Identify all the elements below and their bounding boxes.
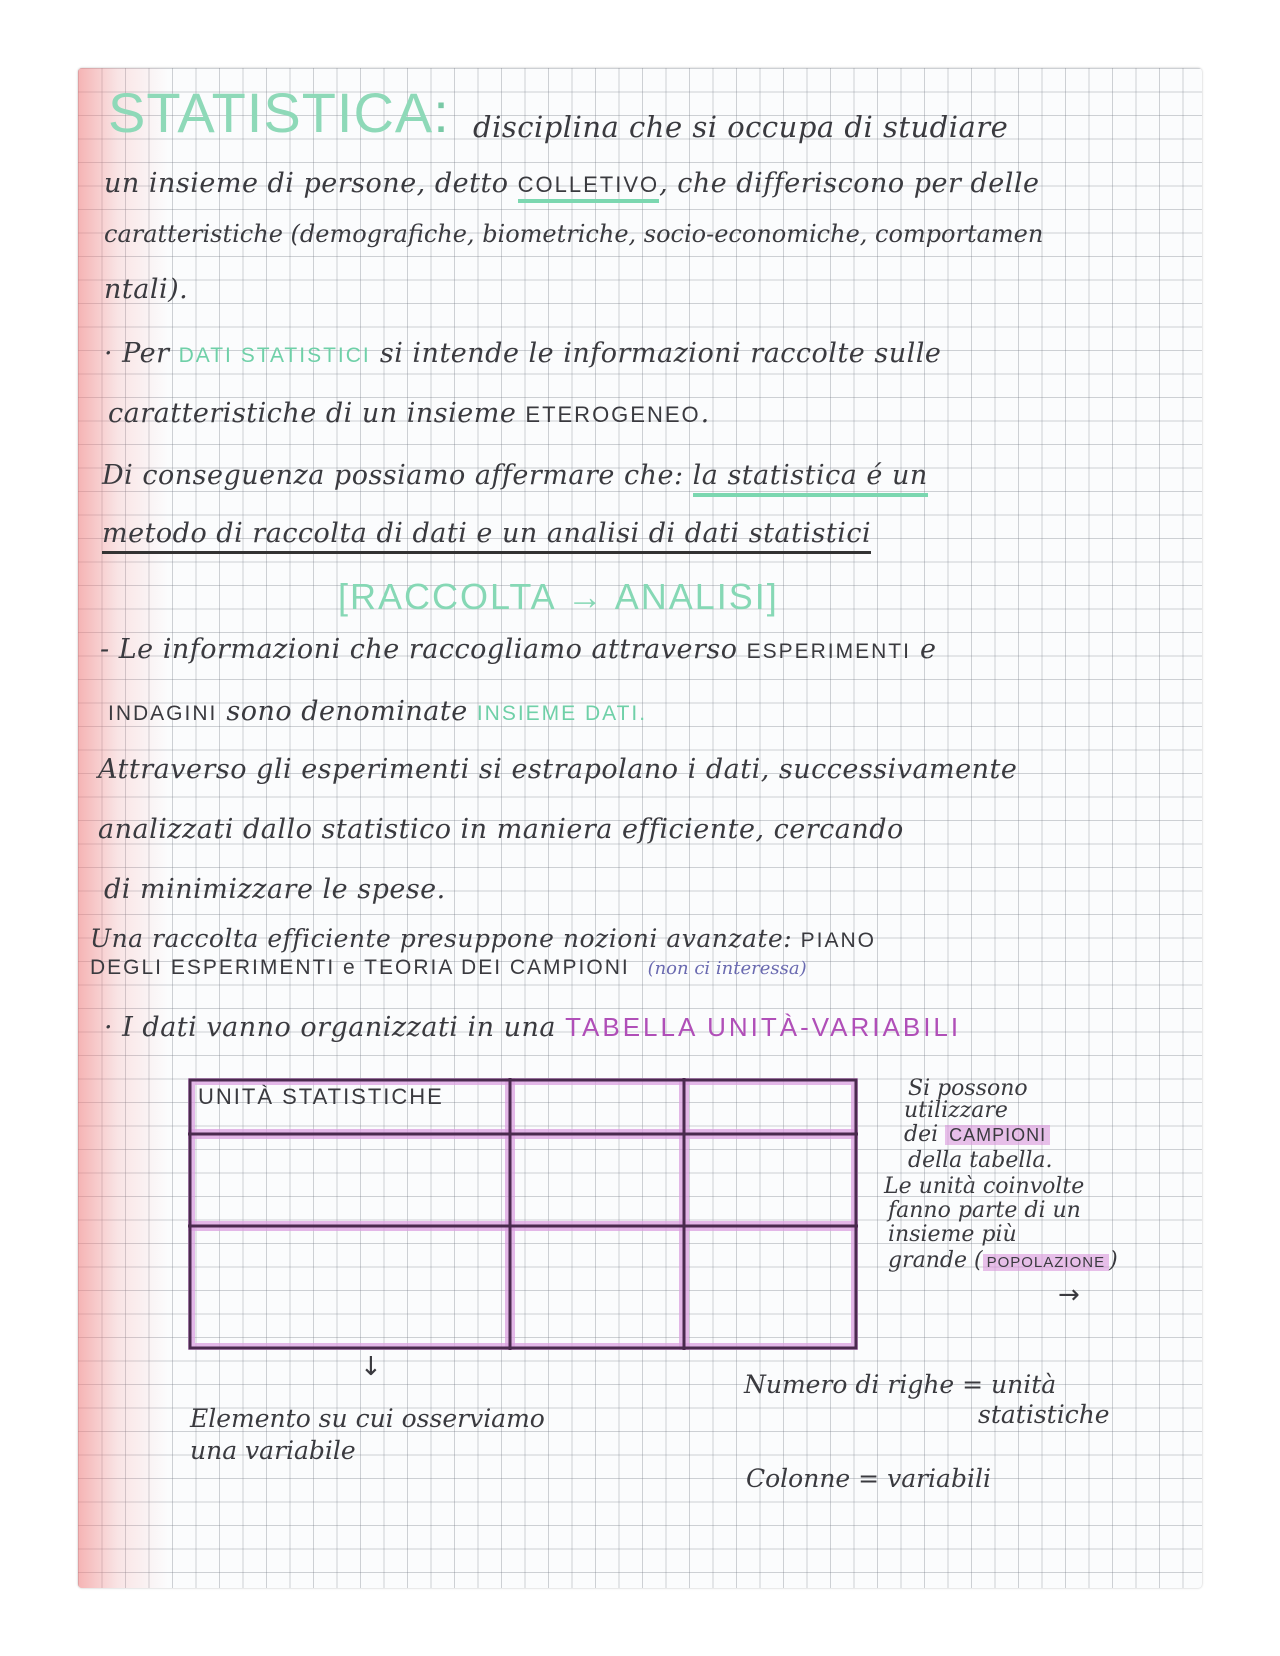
side-note-line-7: insieme più bbox=[888, 1222, 1017, 1247]
definition-line-1: disciplina che si occupa di studiare bbox=[473, 110, 1009, 144]
tabella-intro-line: · I dati vanno organizzati in una TABELLA UNITÀ-VARIABILI bbox=[104, 1012, 962, 1043]
campioni-term: CAMPIONI bbox=[945, 1125, 1050, 1145]
right-arrow-icon: → bbox=[1058, 1280, 1080, 1310]
piano-term: PIANO bbox=[800, 929, 876, 952]
informazioni-line-2: INDAGINI sono denominate INSIEME DATI. bbox=[108, 696, 648, 727]
attraverso-line-1: Attraverso gli esperimenti si estrapolano i dati, successivamente bbox=[98, 754, 1018, 785]
statistica-definition: la statistica é un bbox=[693, 460, 928, 497]
side-note-line-1: Si possono bbox=[908, 1076, 1028, 1101]
popolazione-term: POPOLAZIONE bbox=[983, 1254, 1110, 1271]
tabella-term: TABELLA UNITÀ-VARIABILI bbox=[565, 1012, 962, 1042]
insieme-dati-term: INSIEME DATI. bbox=[476, 702, 648, 725]
side-note-line-8: grande ( POPOLAZIONE ) bbox=[888, 1248, 1118, 1273]
side-note-line-6: fanno parte di un bbox=[888, 1198, 1081, 1223]
non-ci-interessa-aside: (non ci interessa) bbox=[647, 958, 807, 979]
definition-line-4: ntali). bbox=[104, 274, 189, 305]
elemento-line-2: una variabile bbox=[190, 1436, 356, 1465]
dati-statistici-line-1: · Per DATI STATISTICI si intende le informazioni raccolte sulle bbox=[104, 338, 942, 369]
colonne-line: Colonne = variabili bbox=[746, 1464, 991, 1493]
dati-statistici-line-2: caratteristiche di un insieme ETEROGENEO. bbox=[108, 398, 710, 429]
collettivo-term: COLLETIVO bbox=[518, 172, 659, 203]
table-header-cell: UNITÀ STATISTICHE bbox=[198, 1084, 444, 1109]
indagini-term: INDAGINI bbox=[108, 702, 218, 725]
eterogeneo-term: ETEROGENEO bbox=[525, 402, 701, 427]
dati-statistici-term: DATI STATISTICI bbox=[178, 344, 371, 367]
side-note-line-3: dei CAMPIONI bbox=[904, 1122, 1050, 1147]
table-border bbox=[190, 1080, 856, 1348]
informazioni-line-1: - Le informazioni che raccogliamo attraverso ESPERIMENTI e bbox=[100, 634, 937, 665]
raccolta-efficiente-line-2: DEGLI ESPERIMENTI e TEORIA DEI CAMPIONI (non ci interessa) bbox=[90, 956, 807, 979]
down-arrow-icon: ↓ bbox=[360, 1352, 382, 1382]
raccolta-analisi-heading: [RACCOLTA → ANALISI] bbox=[338, 576, 779, 617]
side-note-line-4: della tabella. bbox=[908, 1148, 1053, 1173]
righe-line-1: Numero di righe = unità bbox=[744, 1370, 1057, 1399]
title-colon: : bbox=[433, 81, 450, 144]
esperimenti-term: ESPERIMENTI bbox=[746, 640, 911, 663]
elemento-line-1: Elemento su cui osserviamo bbox=[190, 1404, 545, 1433]
attraverso-line-3: di minimizzare le spese. bbox=[104, 874, 446, 905]
page-title bbox=[108, 80, 450, 145]
definition-line-2: un insieme di persone, detto COLLETIVO, che differiscono per delle bbox=[104, 168, 1040, 199]
notebook-page bbox=[78, 68, 1202, 1588]
table-highlight bbox=[190, 1080, 856, 1348]
side-note-line-5: Le unità coinvolte bbox=[884, 1174, 1085, 1199]
conseguenza-line-1: Di conseguenza possiamo affermare che: la statistica é un bbox=[102, 460, 928, 491]
table-grid bbox=[188, 1078, 858, 1350]
side-note-line-2: utilizzare bbox=[904, 1098, 1008, 1123]
conseguenza-line-2: metodo di raccolta di dati e un analisi di dati statistici bbox=[102, 518, 871, 549]
raccolta-efficiente-line-1: Una raccolta efficiente presuppone nozioni avanzate: PIANO bbox=[90, 924, 876, 953]
attraverso-line-2: analizzati dallo statistico in maniera efficiente, cercando bbox=[98, 814, 904, 845]
righe-line-2: statistiche bbox=[978, 1400, 1110, 1429]
title-word: STATISTICA bbox=[108, 81, 434, 144]
units-variables-table bbox=[188, 1078, 858, 1350]
definition-line-3: caratteristiche (demografiche, biometriche, socio-economiche, comportamen bbox=[104, 220, 1044, 248]
